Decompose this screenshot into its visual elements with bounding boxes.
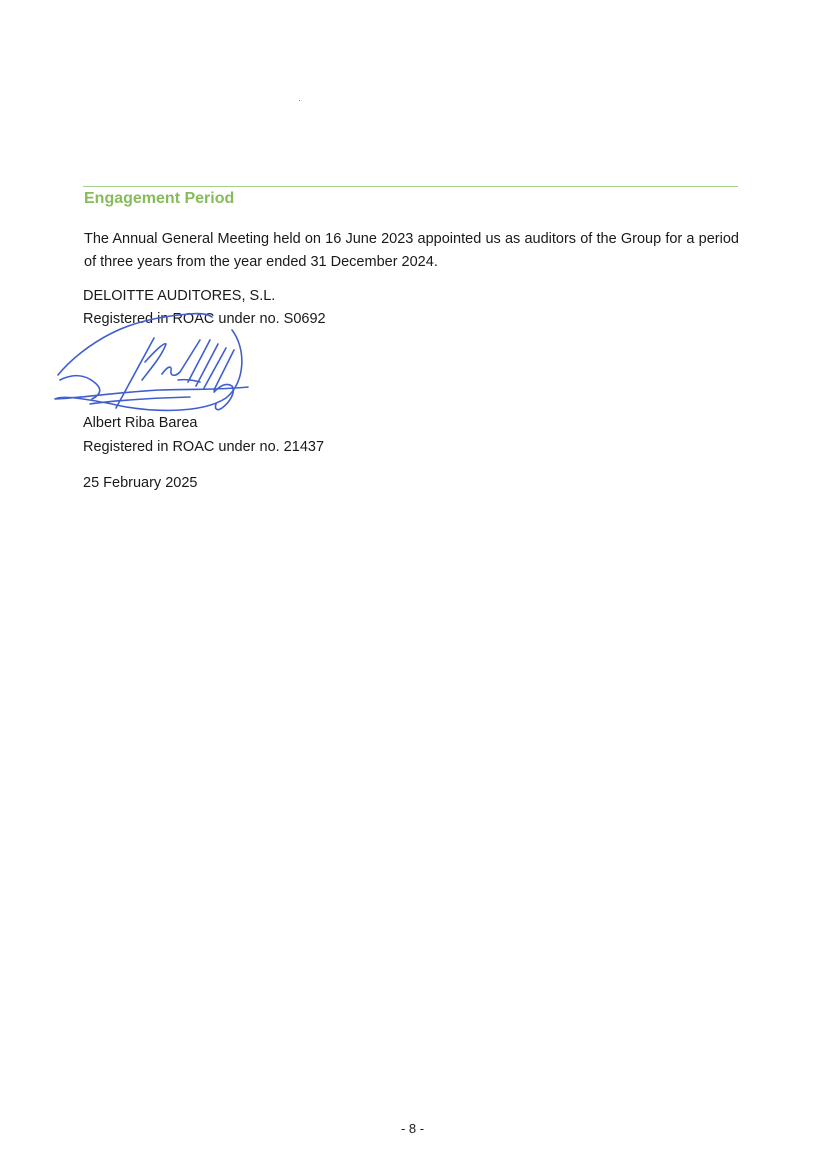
scan-speck bbox=[299, 100, 300, 101]
report-date: 25 February 2025 bbox=[83, 475, 198, 491]
section-heading-engagement-period: Engagement Period bbox=[84, 190, 235, 207]
signature-loop bbox=[55, 330, 248, 410]
signature-middle-stroke bbox=[162, 340, 200, 382]
signature-tail bbox=[214, 384, 233, 409]
page-number: - 8 - bbox=[400, 1121, 425, 1136]
engagement-paragraph: The Annual General Meeting held on 16 June 2023 appointed us as auditors of the Group for a period of three years from the year ended 31 December 2024. bbox=[84, 231, 739, 270]
firm-name: DELOITTE AUDITORES, S.L. bbox=[83, 288, 276, 304]
signatory-registration: Registered in ROAC under no. 21437 bbox=[83, 439, 325, 455]
signatory-name: Albert Riba Barea bbox=[83, 415, 198, 431]
signature-left-curve bbox=[60, 376, 100, 399]
firm-registration: Registered in ROAC under no. S0692 bbox=[83, 311, 326, 327]
signature-first-letter bbox=[116, 338, 166, 408]
section-divider bbox=[83, 186, 738, 187]
signature-underline bbox=[90, 397, 190, 404]
signature-vertical-strokes bbox=[188, 340, 234, 390]
